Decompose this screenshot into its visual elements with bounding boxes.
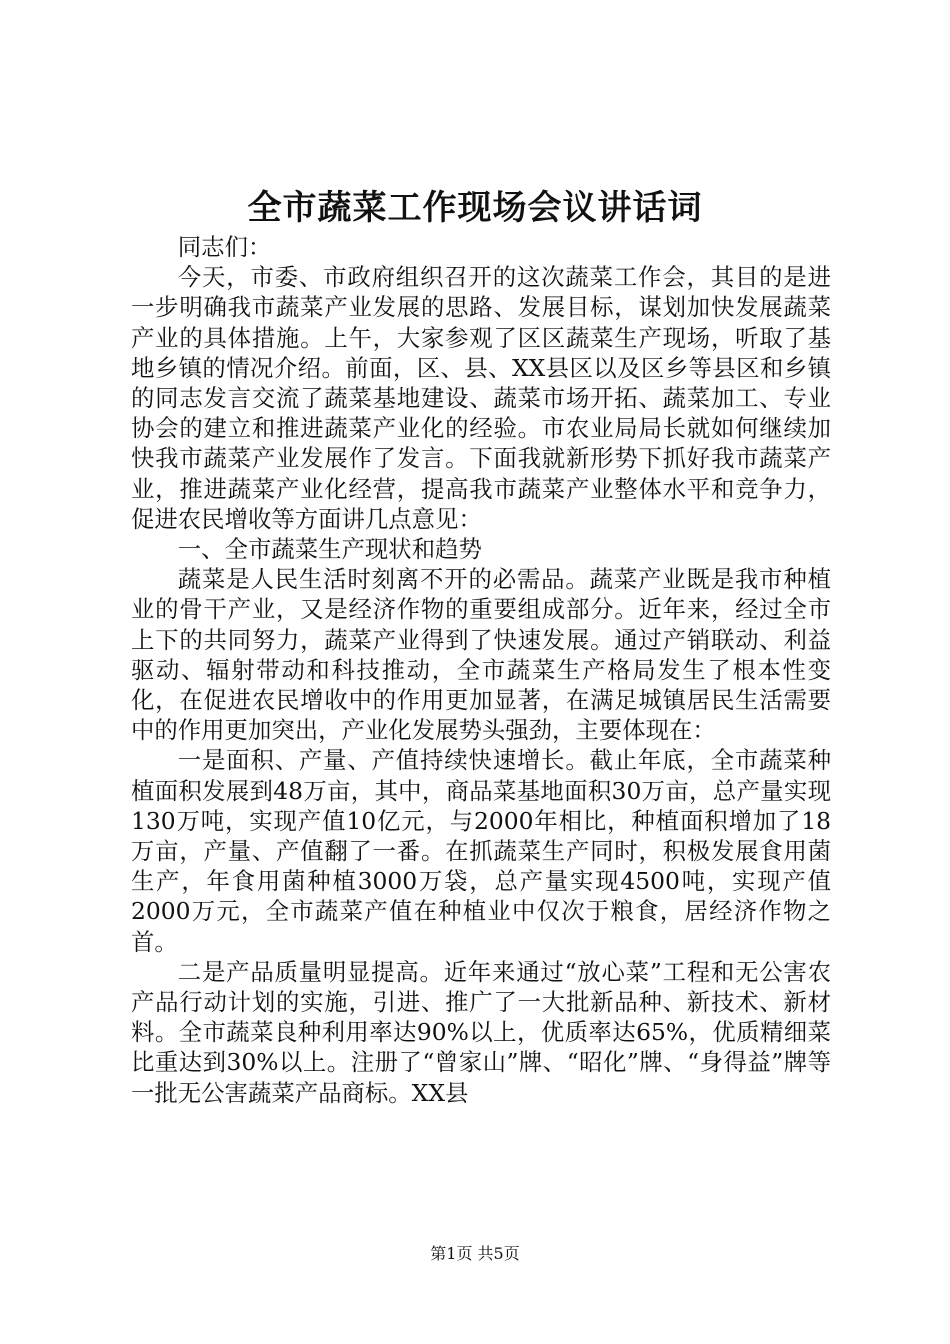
paragraph-point-one: 一是面积、产量、产值持续快速增长。截止年底，全市蔬菜种植面积发展到48万亩，其中，商品菜基地面积30万亩，总产量实现130万吨，实现产值10亿元，与2000年相比，种植面积增加了18万亩，产量、产值翻了一番。在抓蔬菜生产同时，积极发展食用菌生产，年食用菌种植3000万袋，总产量实现4500吨，实现产值2000万元，全市蔬菜产值在种植业中仅次于粮食，居经济作物之首。 <box>131 746 831 956</box>
document-title: 全市蔬菜工作现场会议讲话词 <box>247 188 703 228</box>
document-body <box>131 232 831 1108</box>
section-heading: 一、全市蔬菜生产现状和趋势 <box>177 535 482 564</box>
paragraph-point-two: 二是产品质量明显提高。近年来通过“放心菜”工程和无公害农产品行动计划的实施，引进、推广了一大批新品种、新技术、新材料。全市蔬菜良种利用率达90%以上，优质率达65%，优质精细菜比重达到30%以上。注册了“曾家山”牌、“昭化”牌、“身得益”牌等一批无公害蔬菜产品商标。XX县 <box>131 957 831 1107</box>
page-footer: 第1页 共5页 <box>430 1244 520 1263</box>
paragraph-overview: 蔬菜是人民生活时刻离不开的必需品。蔬菜产业既是我市种植业的骨干产业，又是经济作物的重要组成部分。近年来，经过全市上下的共同努力，蔬菜产业得到了快速发展。通过产销联动、利益驱动、辐射带动和科技推动，全市蔬菜生产格局发生了根本性变化，在促进农民增收中的作用更加显著，在满足城镇居民生活需要中的作用更加突出，产业化发展势头强劲，主要体现在： <box>131 565 831 745</box>
paragraph-intro: 今天，市委、市政府组织召开的这次蔬菜工作会，其目的是进一步明确我市蔬菜产业发展的思路、发展目标，谋划加快发展蔬菜产业的具体措施。上午，大家参观了区区蔬菜生产现场，听取了基地乡镇的情况介绍。前面，区、县、XX县区以及区乡等县区和乡镇的同志发言交流了蔬菜基地建设、蔬菜市场开拓、蔬菜加工、专业协会的建立和推进蔬菜产业化的经验。市农业局局长就如何继续加快我市蔬菜产业发展作了发言。下面我就新形势下抓好我市蔬菜产业，推进蔬菜产业化经营，提高我市蔬菜产业整体水平和竞争力，促进农民增收等方面讲几点意见： <box>131 263 831 533</box>
paragraph-salutation: 同志们： <box>177 233 272 261</box>
